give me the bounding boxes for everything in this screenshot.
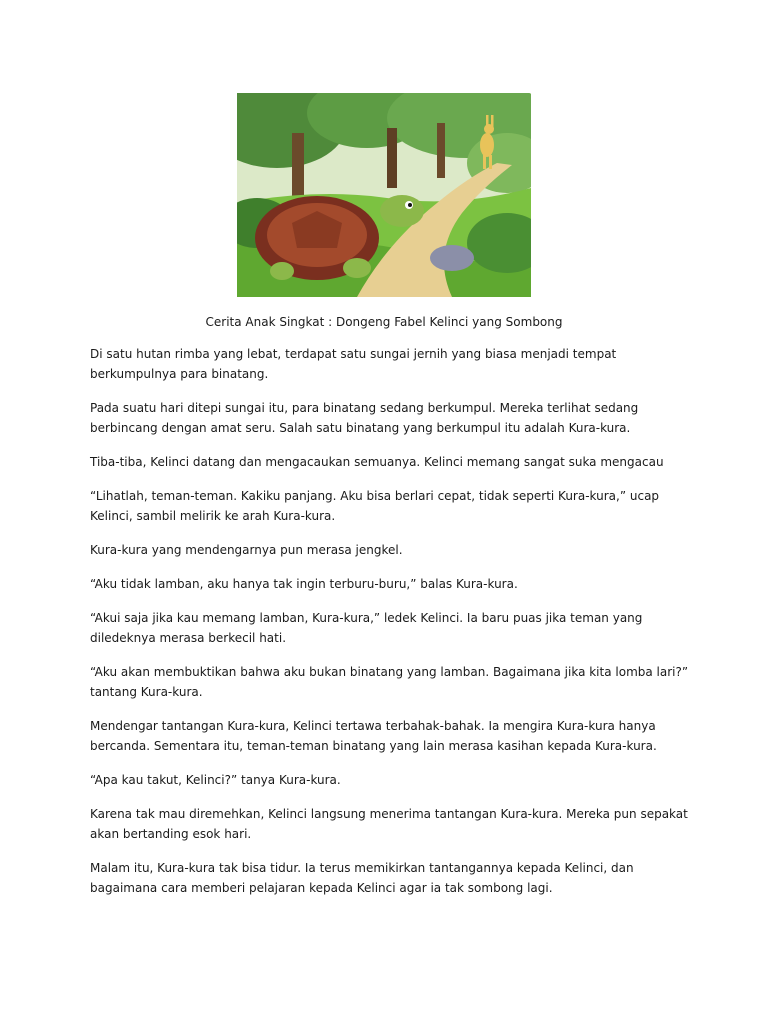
story-paragraph: “Aku tidak lamban, aku hanya tak ingin terburu-buru,” balas Kura-kura. — [90, 577, 518, 591]
story-paragraph: Pada suatu hari ditepi sungai itu, para binatang sedang berkumpul. Mereka terlihat sedang berbincang dengan amat seru. Salah satu binatang yang berkumpul itu adalah Kura-kura. — [90, 401, 639, 435]
story-paragraph: Mendengar tantangan Kura-kura, Kelinci tertawa terbahak-bahak. Ia mengira Kura-kura hanya bercanda. Sementara itu, teman-teman binatang yang lain merasa kasihan kepada Kura-kura. — [90, 719, 657, 753]
story-illustration — [237, 93, 531, 297]
turtle-and-rabbit-illustration — [237, 93, 531, 297]
story-paragraph: Karena tak mau diremehkan, Kelinci langsung menerima tantangan Kura-kura. Mereka pun sepakat akan bertanding esok hari. — [90, 807, 688, 841]
story-paragraph: Di satu hutan rimba yang lebat, terdapat satu sungai jernih yang biasa menjadi tempat berkumpulnya para binatang. — [90, 347, 617, 381]
story-paragraph: “Lihatlah, teman-teman. Kakiku panjang. Aku bisa berlari cepat, tidak seperti Kura-kura,” ucap Kelinci, sambil melirik ke arah Kura-kura. — [90, 489, 660, 523]
story-paragraph: “Apa kau takut, Kelinci?” tanya Kura-kura. — [90, 773, 341, 787]
story-paragraph: “Akui saja jika kau memang lamban, Kura-kura,” ledek Kelinci. Ia baru puas jika teman yang diledeknya merasa berkecil hati. — [90, 611, 643, 645]
story-paragraph: “Aku akan membuktikan bahwa aku bukan binatang yang lamban. Bagaimana jika kita lomba lari?” tantang Kura-kura. — [90, 665, 689, 699]
story-paragraph: Tiba-tiba, Kelinci datang dan mengacaukan semuanya. Kelinci memang sangat suka mengacau — [90, 455, 664, 469]
illustration-caption: Cerita Anak Singkat : Dongeng Fabel Kelinci yang Sombong — [205, 315, 563, 329]
story-text — [90, 344, 690, 912]
story-paragraph: Malam itu, Kura-kura tak bisa tidur. Ia terus memikirkan tantangannya kepada Kelinci, dan bagaimana cara memberi pelajaran kepada Kelinci agar ia tak sombong lagi. — [90, 861, 634, 895]
story-paragraph: Kura-kura yang mendengarnya pun merasa jengkel. — [90, 543, 403, 557]
